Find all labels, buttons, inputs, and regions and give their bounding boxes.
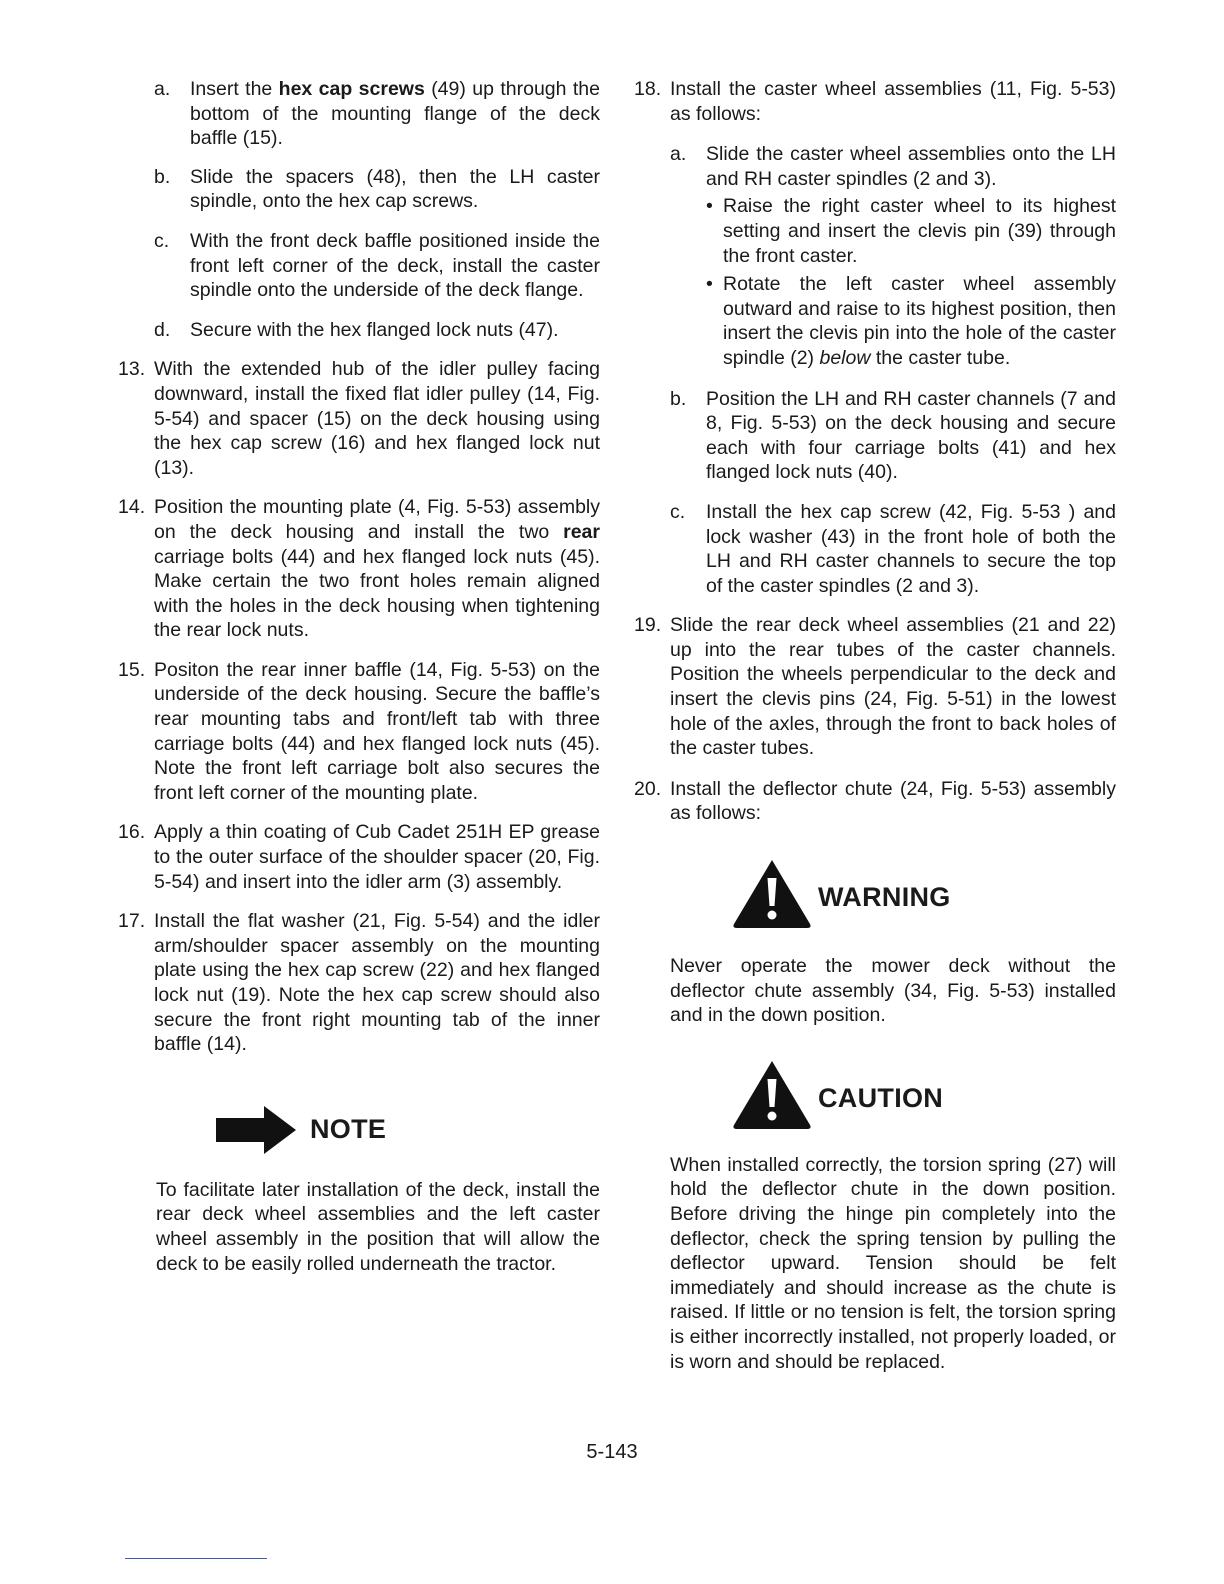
arrow-right-icon	[216, 1104, 298, 1154]
step-12a: a. Insert the hex cap screws (49) up through the bottom of the mounting flange of the deck baffle (15).	[154, 78, 600, 150]
warning-triangle-icon	[730, 856, 814, 930]
warning-label: WARNING	[818, 881, 951, 912]
note-callout	[216, 1102, 600, 1157]
step-18a: a. Slide the caster wheel assemblies onto the LH and RH caster spindles (2 and 3). • Raise the right caster wheel to its highest setting and insert the clevis pin (39) through the front caster. • Rotate the left caster wheel assembly outward and raise to its highest position, then insert the clevis pin into the hole of the caster spindle (2) below the caster tube.	[670, 143, 1116, 369]
step-16: 16. Apply a thin coating of Cub Cadet 251H EP grease to the outer surface of the shoulder spacer (20, Fig. 5-54) and insert into the idler arm (3) assembly.	[118, 821, 600, 893]
step-12c: c. With the front deck baffle positioned inside the front left corner of the deck, install the caster spindle onto the underside of the deck flange.	[154, 229, 600, 302]
step-15: 15. Positon the rear inner baffle (14, Fig. 5-53) on the underside of the deck housing. Secure the baffle’s rear mounting tabs and front/left tab with three carriage bolts (44) and hex flanged lock nuts (45). Note the front left carriage bolt also secures the front left corner of the mounting plate.	[118, 658, 600, 804]
step-19: 19. Slide the rear deck wheel assemblies (21 and 22) up into the rear tubes of the caster channels. Position the wheels perpendicular to the deck and insert the clevis pins (24, Fig. 5-51) in the lowest hole of the axles, through the front to back holes of the caster tubes.	[634, 614, 1116, 760]
step-12b: b. Slide the spacers (48), then the LH caster spindle, onto the hex cap screws.	[154, 165, 600, 213]
note-label: NOTE	[310, 1113, 387, 1144]
step-18c: c. Install the hex cap screw (42, Fig. 5-53 ) and lock washer (43) in the front hole of both the LH and RH caster channels to secure the top of the caster spindles (2 and 3).	[670, 500, 1116, 597]
caution-triangle-icon	[730, 1057, 814, 1131]
caution-text: When installed correctly, the torsion spring (27) will hold the deflector chute in the down position. Before driving the hinge pin completely into the deflector, check the spring tension by pulling the deflector upward. Tension should be felt immediately and should increase as the chute is raised. If little or no tension is felt, the torsion spring is either incorrectly installed, not properly loaded, or is worn and should be replaced.	[670, 1153, 1116, 1373]
page-number: 5-143	[586, 1441, 638, 1463]
step-18a-bullet-1: • Raise the right caster wheel to its highest setting and insert the clevis pin (39) through the front caster.	[706, 195, 1116, 267]
step-18-substeps	[670, 142, 1116, 598]
step-17: 17. Install the flat washer (21, Fig. 5-54) and the idler arm/shoulder spacer assembly on the mounting plate using the hex cap screw (22) and hex flanged lock nut (19). Note the hex cap screw should also secure the front right mounting tab of the inner baffle (14).	[118, 910, 600, 1056]
left-column	[118, 77, 600, 1276]
step-12d: d. Secure with the hex flanged lock nuts (47).	[154, 318, 559, 341]
step-18: 18. Install the caster wheel assemblies (11, Fig. 5-53) as follows:	[634, 78, 1116, 125]
note-text: To facilitate later installation of the deck, install the rear deck wheel assemblies and the left caster wheel assembly in the position that will allow the deck to be easily rolled underneath the tractor.	[156, 1178, 600, 1275]
step-12-substeps	[154, 77, 600, 342]
footer-rule	[125, 1558, 267, 1559]
step-20: 20. Install the deflector chute (24, Fig. 5-53) assembly as follows:	[634, 777, 1116, 825]
step-18b: b. Position the LH and RH caster channels (7 and 8, Fig. 5-53) on the deck housing and secure each with four carriage bolts (41) and hex flanged lock nuts (40).	[670, 387, 1116, 484]
step-14: 14. Position the mounting plate (4, Fig. 5-53) assembly on the deck housing and install the two rear carriage bolts (44) and hex flanged lock nuts (45). Make certain the two front holes remain aligned with the holes in the deck housing when tightening the rear lock nuts.	[118, 496, 600, 642]
caution-label: CAUTION	[818, 1082, 944, 1113]
step-13: 13. With the extended hub of the idler pulley facing downward, install the fixed flat idler pulley (14, Fig. 5-54) and spacer (15) on the deck housing using the hex cap screw (16) and hex flanged lock nut (13).	[118, 358, 600, 479]
caution-callout	[730, 1055, 1116, 1133]
warning-callout	[730, 854, 1116, 932]
warning-text: Never operate the mower deck without the deflector chute assembly (34, Fig. 5-53) installed and in the down position.	[670, 955, 1116, 1027]
step-18a-bullet-2: • Rotate the left caster wheel assembly outward and raise to its highest position, then insert the clevis pin into the hole of the caster spindle (2) below the caster tube.	[706, 273, 1116, 369]
right-column	[634, 77, 1116, 1374]
